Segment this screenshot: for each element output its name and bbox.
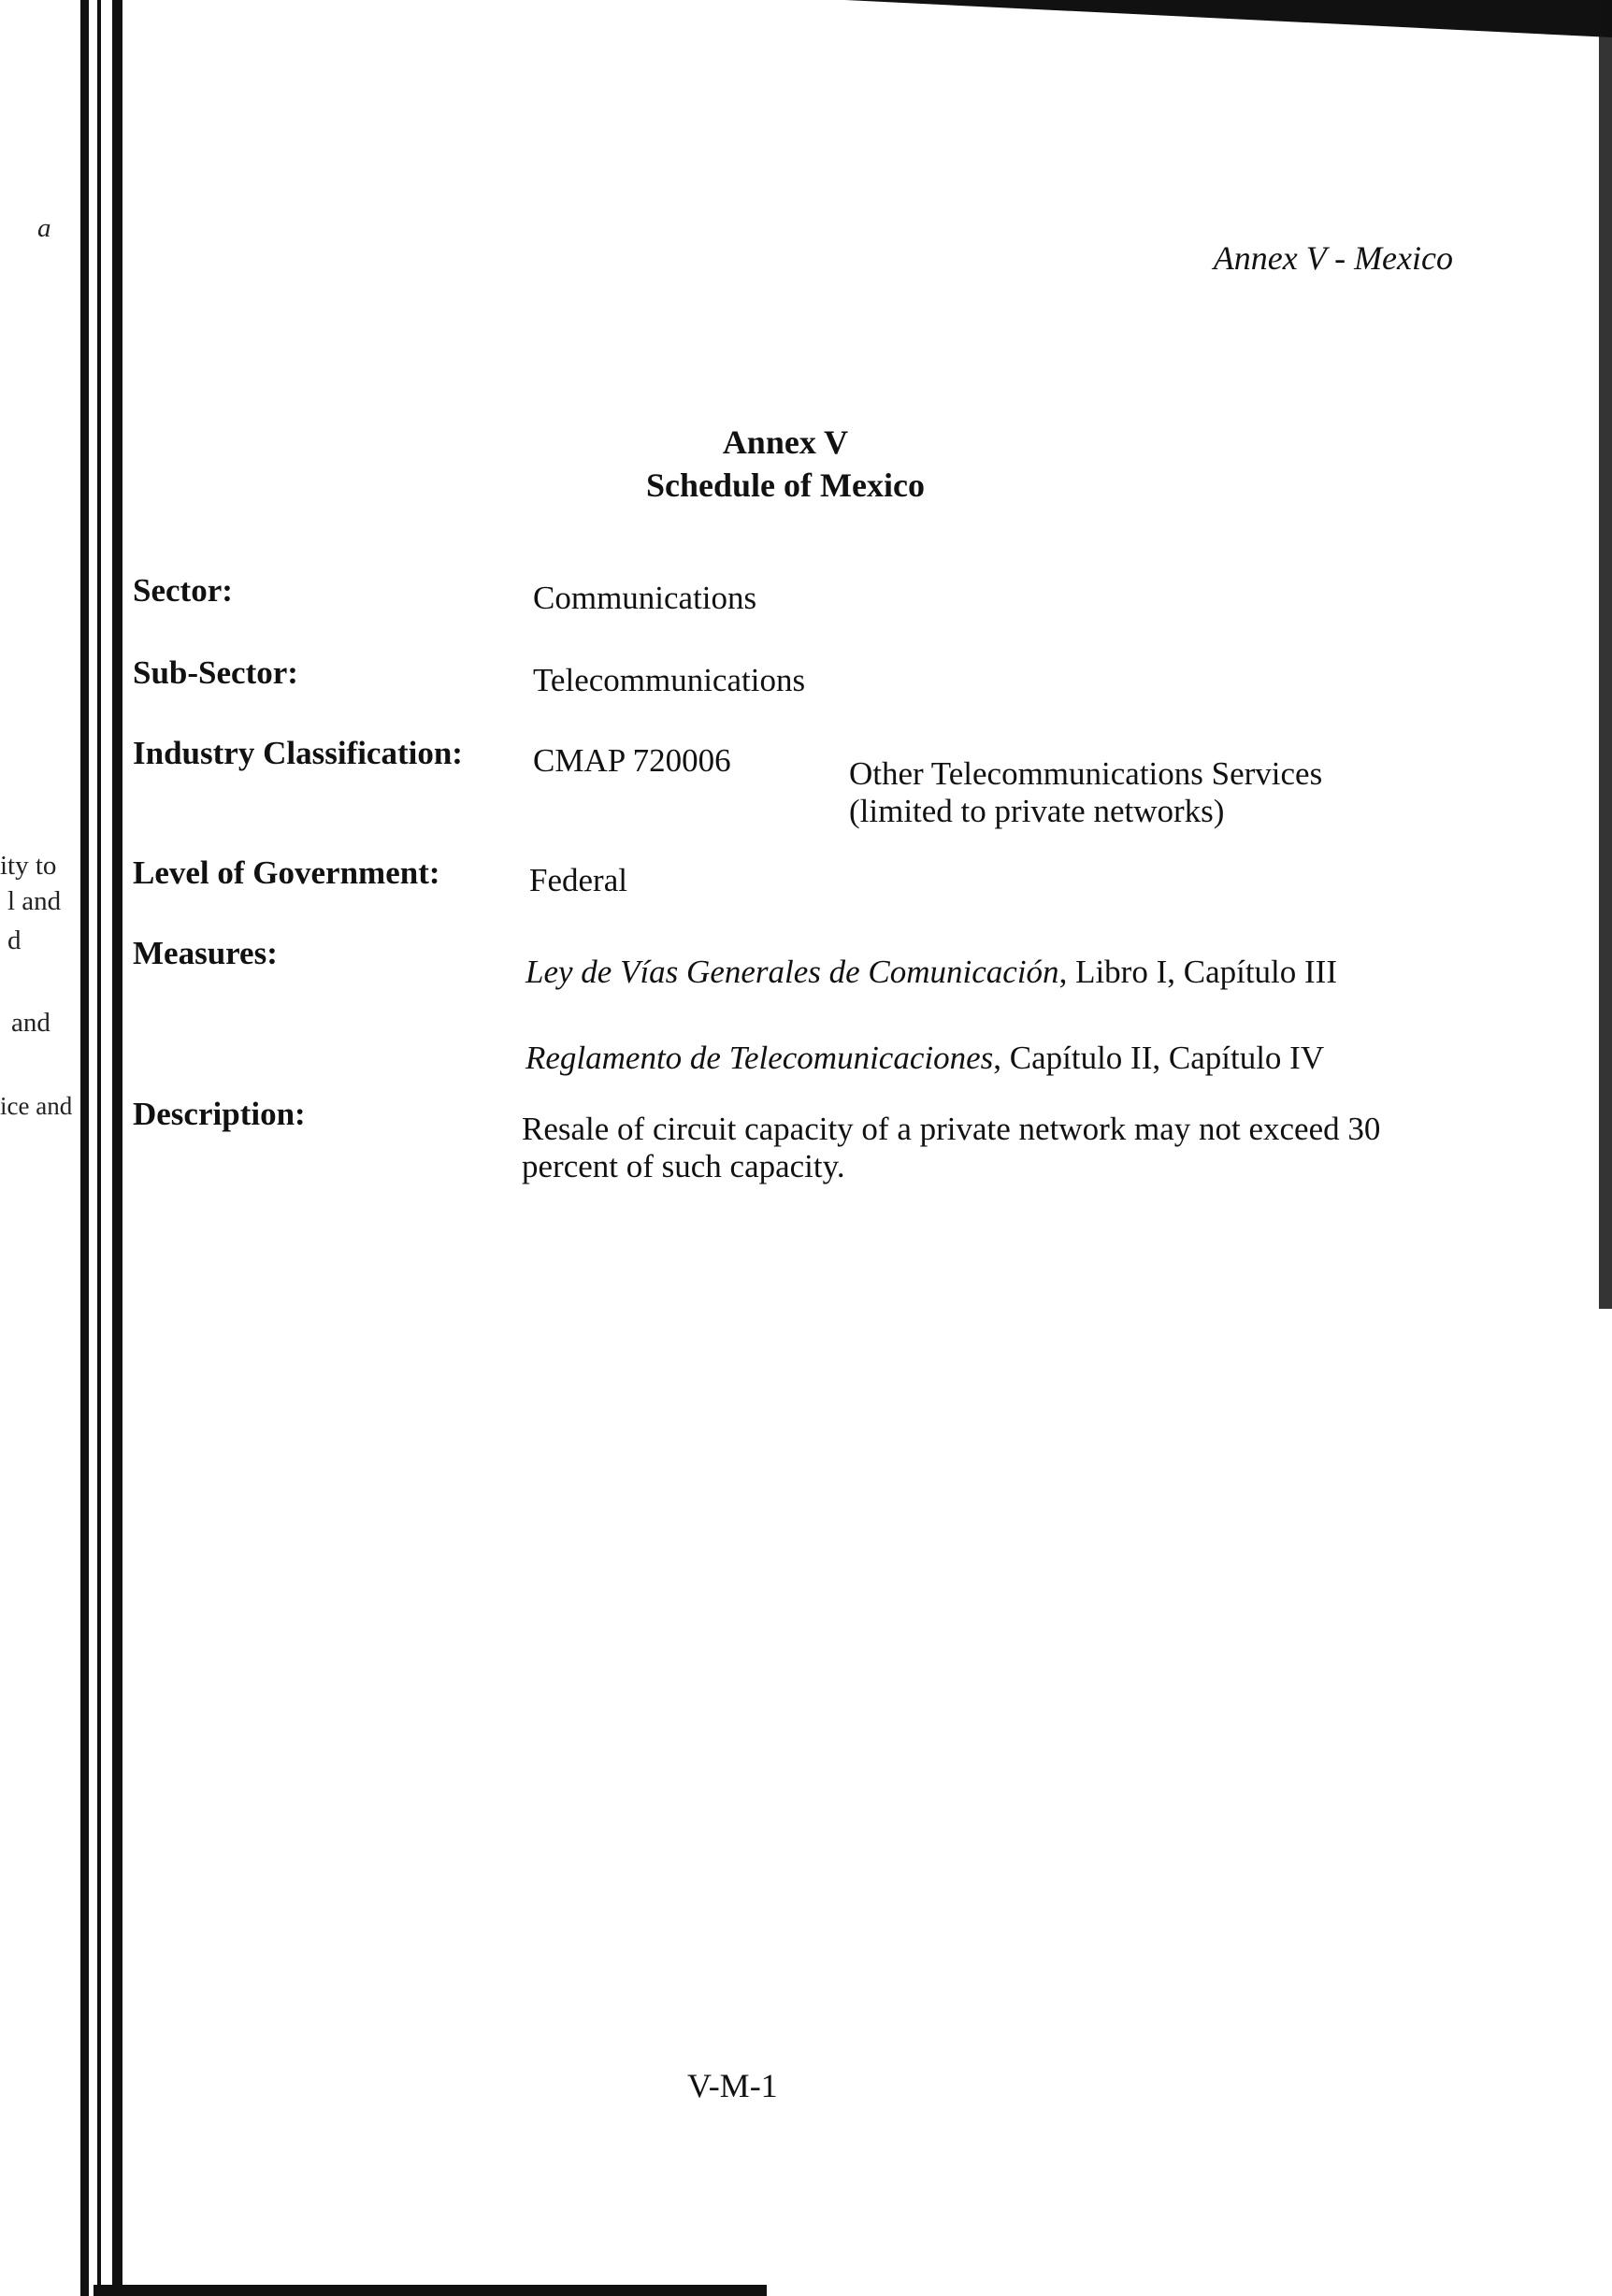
margin-fragment: a xyxy=(37,213,51,243)
measure-2-title: Reglamento de Telecomunicaciones xyxy=(525,1040,994,1076)
measure-1 xyxy=(525,954,1337,991)
running-header: Annex V - Mexico xyxy=(1213,239,1453,277)
industry-classification-code: CMAP 720006 xyxy=(533,742,731,779)
document-title xyxy=(598,421,972,507)
binding-shadow xyxy=(112,0,122,2296)
binding-shadow xyxy=(97,0,101,2296)
scan-edge xyxy=(1599,0,1612,1309)
margin-fragment: l and xyxy=(7,886,62,916)
scan-edge xyxy=(94,2285,767,2296)
description-text: Resale of circuit capacity of a private network may not exceed 30 percent of such capacity. xyxy=(522,1111,1381,1184)
margin-fragment: ice and xyxy=(0,1092,73,1120)
measures-label: Measures: xyxy=(133,935,278,971)
industry-classification-description xyxy=(849,755,1322,830)
sector-label: Sector: xyxy=(133,572,233,609)
previous-page-strip xyxy=(0,0,122,2296)
sector-value: Communications xyxy=(533,580,757,616)
level-of-government-value: Federal xyxy=(529,862,627,898)
page-number: V-M-1 xyxy=(687,2067,778,2104)
binding-shadow xyxy=(80,0,89,2296)
title-line-2: Schedule of Mexico xyxy=(646,466,925,504)
sub-sector-label: Sub-Sector: xyxy=(133,654,298,691)
sub-sector-value: Telecommunications xyxy=(533,662,806,698)
description-label: Description: xyxy=(133,1096,306,1132)
scan-corner xyxy=(845,0,1612,37)
margin-fragment: ity to xyxy=(0,851,57,881)
margin-fragment: and xyxy=(11,1008,50,1038)
measure-2-reference: , Capítulo II, Capítulo IV xyxy=(993,1040,1325,1076)
measure-1-title: Ley de Vías Generales de Comunicación xyxy=(525,954,1059,990)
industry-classification-label: Industry Classification: xyxy=(133,735,463,771)
measure-1-reference: , Libro I, Capítulo III xyxy=(1058,954,1337,990)
industry-description-line-1: Other Telecommunications Services xyxy=(849,755,1323,792)
industry-description-line-2: (limited to private networks) xyxy=(849,793,1225,829)
margin-fragment: d xyxy=(7,926,22,955)
title-line-1: Annex V xyxy=(722,423,849,461)
level-of-government-label: Level of Government: xyxy=(133,854,440,891)
measure-2 xyxy=(525,1040,1324,1077)
